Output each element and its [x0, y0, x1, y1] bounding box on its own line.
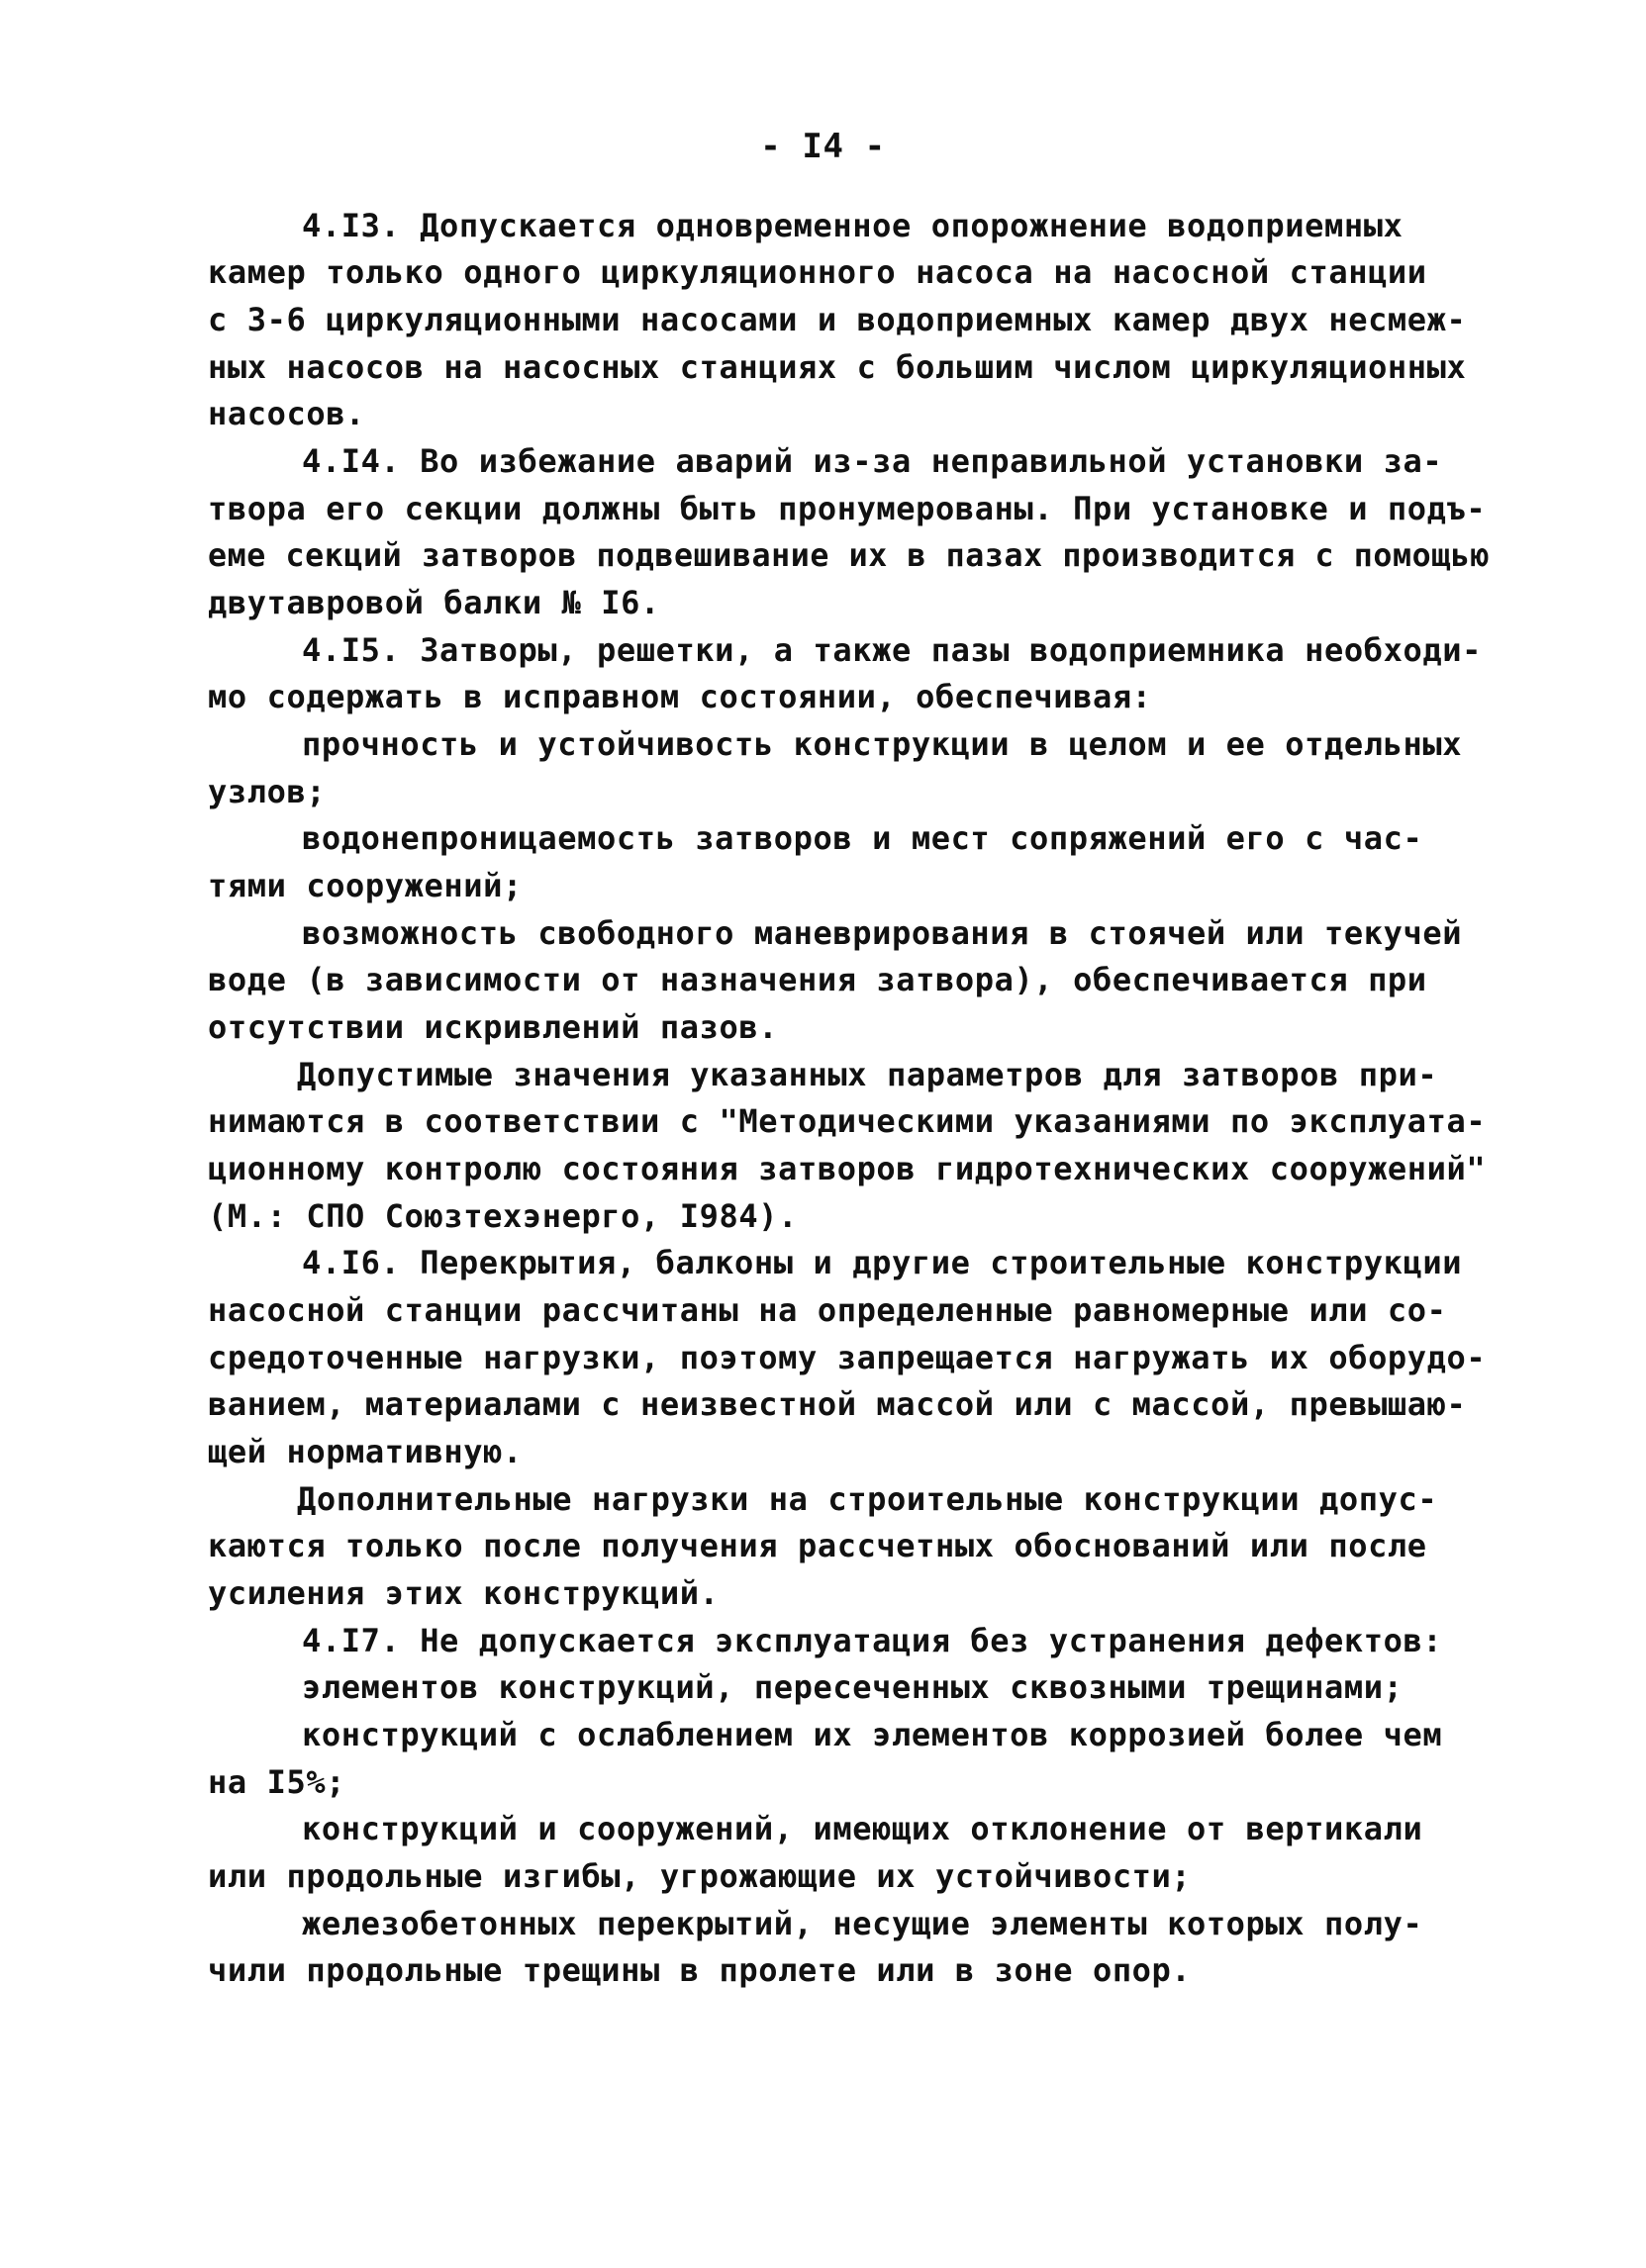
- paragraph-line: нимаются в соответствии с "Методическими указаниями по эксплуата-: [208, 1102, 1487, 1140]
- paragraph-line: Дополнительные нагрузки на строительные конструкции допус-: [297, 1480, 1438, 1518]
- paragraph-line: камер только одного циркуляционного насоса на насосной станции: [208, 253, 1427, 291]
- paragraph-line: на I5%;: [208, 1763, 346, 1801]
- paragraph-line: мо содержать в исправном состоянии, обеспечивая:: [208, 678, 1152, 715]
- paragraph-line: возможность свободного маневрирования в стоячей или текучей: [302, 914, 1463, 952]
- paragraph-line: каются только после получения рассчетных обоснований или после: [208, 1527, 1427, 1564]
- paragraph-line: 4.I7. Не допускается эксплуатация без устранения дефектов:: [302, 1622, 1443, 1659]
- paragraph-line: элементов конструкций, пересеченных сквозными трещинами;: [302, 1668, 1404, 1706]
- paragraph-line: 4.I5. Затворы, решетки, а также пазы водоприемника необходи-: [302, 631, 1482, 669]
- page-number: - I4 -: [760, 127, 886, 166]
- paragraph-line: (М.: СПО Союзтехэнерго, I984).: [208, 1197, 798, 1235]
- paragraph-line: усиления этих конструкций.: [208, 1574, 720, 1612]
- paragraph-line: чили продольные трещины в пролете или в зоне опор.: [208, 1951, 1192, 1989]
- paragraph-line: прочность и устойчивость конструкции в целом и ее отдельных: [302, 725, 1463, 763]
- paragraph-line: средоточенные нагрузки, поэтому запрещается нагружать их оборудо-: [208, 1339, 1487, 1376]
- paragraph-line: тями сооружений;: [208, 867, 523, 904]
- paragraph-line: железобетонных перекрытий, несущие элементы которых полу-: [302, 1905, 1423, 1942]
- paragraph-line: щей нормативную.: [208, 1433, 523, 1470]
- paragraph-line: насосной станции рассчитаны на определенные равномерные или со-: [208, 1291, 1447, 1329]
- paragraph-line: отсутствии искривлений пазов.: [208, 1008, 779, 1046]
- paragraph-line: 4.I4. Во избежание аварий из-за неправильной установки за-: [302, 442, 1443, 480]
- paragraph-line: ционному контролю состояния затворов гидротехнических сооружений": [208, 1150, 1487, 1187]
- paragraph-line: водонепроницаемость затворов и мест сопряжений его с час-: [302, 819, 1423, 857]
- paragraph-line: 4.I3. Допускается одновременное опорожнение водоприемных: [302, 207, 1404, 244]
- paragraph-line: еме секций затворов подвешивание их в пазах производится с помощью: [208, 536, 1491, 574]
- paragraph-line: воде (в зависимости от назначения затвора), обеспечивается при: [208, 961, 1427, 998]
- paragraph-line: конструкций с ослаблением их элементов коррозией более чем: [302, 1716, 1443, 1753]
- paragraph-line: насосов.: [208, 395, 365, 432]
- paragraph-line: двутавровой балки № I6.: [208, 584, 660, 621]
- paragraph-line: твора его секции должны быть пронумерованы. При установке и подъ-: [208, 490, 1487, 527]
- paragraph-line: Допустимые значения указанных параметров для затворов при-: [297, 1056, 1438, 1093]
- paragraph-line: узлов;: [208, 773, 327, 810]
- paragraph-line: конструкций и сооружений, имеющих отклонение от вертикали: [302, 1810, 1423, 1847]
- paragraph-line: или продольные изгибы, угрожающие их устойчивости;: [208, 1857, 1192, 1895]
- paragraph-line: с 3-6 циркуляционными насосами и водоприемных камер двух несмеж-: [208, 301, 1467, 338]
- paragraph-line: ванием, материалами с неизвестной массой или с массой, превышаю-: [208, 1385, 1467, 1423]
- paragraph-line: 4.I6. Перекрытия, балконы и другие строительные конструкции: [302, 1244, 1463, 1281]
- paragraph-line: ных насосов на насосных станциях с большим числом циркуляционных: [208, 348, 1467, 386]
